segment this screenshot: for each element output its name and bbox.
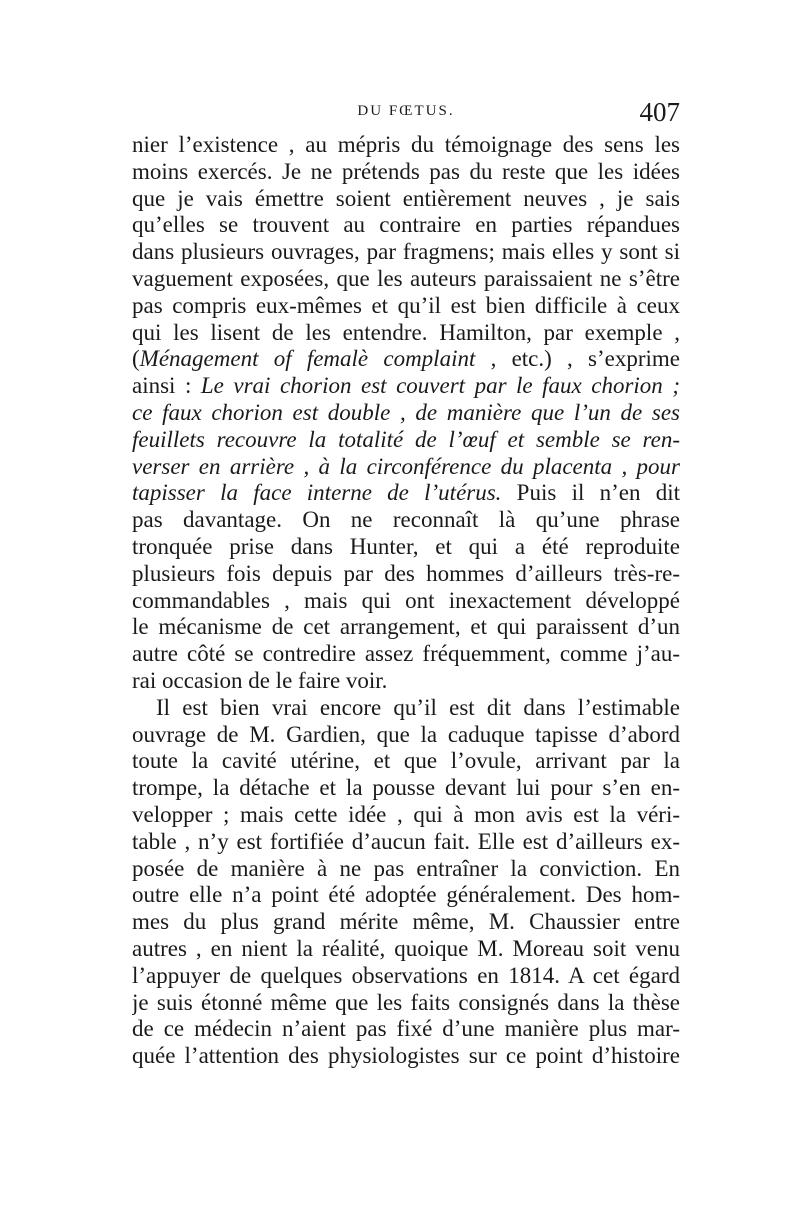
text-segment: l’appuyer de quelques observations en 1814. A cet égard xyxy=(132,962,680,988)
text-segment: plusieurs fois depuis par des hommes d’ailleurs très-re- xyxy=(132,560,680,586)
text-line xyxy=(132,963,680,990)
text-line xyxy=(132,614,680,641)
text-segment: outre elle n’a point été adoptée généralement. Des hom- xyxy=(132,882,680,908)
text-segment: ainsi : xyxy=(132,373,201,399)
text-line xyxy=(132,882,680,909)
text-line xyxy=(132,132,680,159)
running-head xyxy=(132,97,680,131)
text-line xyxy=(132,829,680,856)
text-segment: Puis il n’en dit xyxy=(501,480,680,506)
text-segment: ouvrage de M. Gardien, que la caduque tapisse d’abord xyxy=(132,721,680,747)
text-segment: pas compris eux-mêmes et qu’il est bien difficile à ceux xyxy=(132,292,680,318)
text-segment: moins exercés. Je ne prétends pas du reste que les idées xyxy=(132,158,680,184)
text-segment: velopper ; mais cette idée , qui à mon avis est la véri- xyxy=(132,801,680,827)
text-segment: je suis étonné même que les faits consignés dans la thèse xyxy=(132,989,680,1015)
text-line xyxy=(132,293,680,320)
text-segment: le mécanisme de cet arrangement, et qui paraissent d’un xyxy=(132,614,680,640)
text-line xyxy=(132,400,680,427)
text-segment: commandables , mais qui ont inexactement développé xyxy=(132,587,680,613)
text-line xyxy=(132,748,680,775)
text-segment: mes du plus grand mérite même, M. Chaussier entre xyxy=(132,909,680,935)
paragraph xyxy=(132,695,680,1070)
text-line xyxy=(132,695,680,722)
text-segment: vaguement exposées, que les auteurs paraissaient ne s’être xyxy=(132,265,680,291)
running-title: DU FŒTUS. xyxy=(357,103,455,119)
text-line xyxy=(132,561,680,588)
text-segment: toute la cavité utérine, et que l’ovule, arrivant par la xyxy=(132,748,680,774)
text-segment: dans plusieurs ouvrages, par fragmens; mais elles y sont si xyxy=(132,239,680,265)
text-line xyxy=(132,1016,680,1043)
italic-text: ce faux chorion est double , de manière que l’un de ses xyxy=(132,399,680,425)
text-line xyxy=(132,454,680,481)
text-line xyxy=(132,186,680,213)
italic-text: Le vrai chorion est couvert par le faux chorion ; xyxy=(200,373,680,399)
text-line xyxy=(132,507,680,534)
text-line xyxy=(132,802,680,829)
text-segment: quée l’attention des physiologistes sur ce point d’histoire xyxy=(132,1043,680,1069)
text-line xyxy=(132,588,680,615)
text-line xyxy=(132,909,680,936)
text-line xyxy=(132,373,680,400)
text-line xyxy=(132,775,680,802)
text-line xyxy=(132,346,680,373)
text-line xyxy=(132,990,680,1017)
text-line xyxy=(132,641,680,668)
text-segment: de ce médecin n’aient pas fixé d’une manière plus mar- xyxy=(132,1016,680,1042)
text-segment: que je vais émettre soient entièrement neuves , je sais xyxy=(132,185,680,211)
text-line xyxy=(132,266,680,293)
italic-text: verser en arrière , à la circonférence du placenta , pour xyxy=(132,453,680,479)
page-number: 407 xyxy=(639,97,680,127)
text-line xyxy=(132,239,680,266)
text-segment: qu’elles se trouvent au contraire en parties répandues xyxy=(132,212,680,238)
italic-text: Ménagement of femalè complaint , xyxy=(139,346,497,372)
text-segment: etc.) , s’exprime xyxy=(496,346,680,372)
text-line xyxy=(132,936,680,963)
text-segment: Il est bien vrai encore qu’il est dit dans l’estimable xyxy=(156,694,680,720)
text-line xyxy=(132,159,680,186)
text-segment: ( xyxy=(132,346,140,372)
text-segment: rai occasion de le faire voir. xyxy=(132,667,388,693)
text-line xyxy=(132,480,680,507)
text-segment: nier l’existence , au mépris du témoignage des sens les xyxy=(132,132,680,157)
text-line xyxy=(132,722,680,749)
text-segment: autre côté se contredire assez fréquemment, comme j’au- xyxy=(132,641,680,667)
text-line xyxy=(132,856,680,883)
italic-text: tapisser la face interne de l’utérus. xyxy=(132,480,502,506)
paragraph xyxy=(132,132,680,695)
text-segment: table , n’y est fortifiée d’aucun fait. Elle est d’ailleurs ex- xyxy=(132,828,680,854)
text-line xyxy=(132,668,680,695)
text-segment: qui les lisent de les entendre. Hamilton, par exemple , xyxy=(132,319,680,345)
text-line xyxy=(132,320,680,347)
text-segment: autres , en nient la réalité, quoique M. Moreau soit venu xyxy=(132,935,680,961)
text-line xyxy=(132,1043,680,1070)
italic-text: feuillets recouvre la totalité de l’œuf et semble se ren- xyxy=(132,426,680,452)
text-line xyxy=(132,534,680,561)
text-line xyxy=(132,427,680,454)
body-text xyxy=(132,132,680,1070)
text-segment: pas davantage. On ne reconnaît là qu’une phrase xyxy=(132,507,680,533)
text-segment: trompe, la détache et la pousse devant lui pour s’en en- xyxy=(132,775,680,801)
text-line xyxy=(132,212,680,239)
text-segment: tronquée prise dans Hunter, et qui a été reproduite xyxy=(132,533,680,559)
text-segment: posée de manière à ne pas entraîner la conviction. En xyxy=(132,855,680,881)
